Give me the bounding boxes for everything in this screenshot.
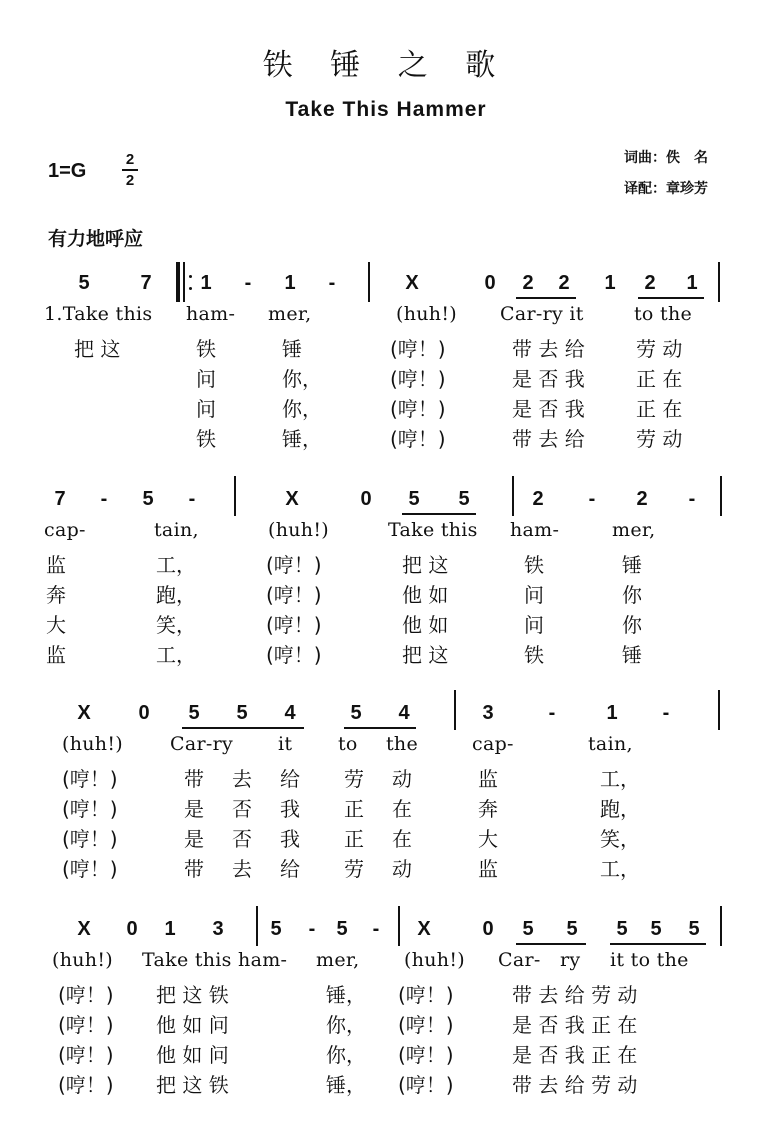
lyric: (哼！): [266, 583, 322, 607]
beam-underline: [638, 297, 704, 299]
note: 2: [644, 272, 656, 294]
note: 2: [636, 488, 648, 510]
lyric: mer,: [316, 949, 360, 971]
note: 2: [558, 272, 570, 294]
lyric: 去: [232, 767, 252, 791]
lyric: (huh!): [62, 733, 123, 755]
lyric: 监: [46, 643, 66, 667]
lyric: 把 这: [74, 337, 121, 361]
lyric: ry: [560, 949, 581, 971]
note: X: [77, 702, 91, 724]
lyric: 他 如: [402, 613, 449, 637]
lyric: (huh!): [396, 303, 457, 325]
lyric: 是 否 我 正 在: [512, 1043, 638, 1067]
lyric: 把 这 铁: [156, 1073, 229, 1097]
lyric: 工，: [600, 767, 640, 791]
lyric: 是 否 我: [512, 367, 585, 391]
note: 3: [482, 702, 494, 724]
lyric: (哼！): [266, 613, 322, 637]
lyric: to the: [634, 303, 693, 325]
lyric: (哼！): [390, 427, 446, 451]
time-signature-top: 2: [125, 151, 135, 168]
lyric: 带: [184, 767, 204, 791]
lyric: 正: [344, 827, 364, 851]
barline: [256, 906, 258, 946]
note: X: [405, 272, 419, 294]
lyric: 笑，: [600, 827, 640, 851]
note: 0: [126, 918, 138, 940]
lyric: (哼！): [58, 1043, 114, 1067]
note: 0: [360, 488, 372, 510]
note: -: [100, 488, 108, 510]
lyric: 铁: [524, 643, 544, 667]
note: 5: [522, 918, 534, 940]
note: 2: [532, 488, 544, 510]
lyric: 1.Take this: [44, 303, 153, 325]
lyric: (哼！): [58, 1013, 114, 1037]
lyric: to: [338, 733, 358, 755]
note: 1: [606, 702, 618, 724]
lyric: 工，: [156, 553, 196, 577]
lyric: 把 这: [402, 553, 449, 577]
lyric: 大: [478, 827, 498, 851]
lyric: 你，: [282, 397, 322, 421]
lyric: 劳: [344, 767, 364, 791]
lyric: 奔: [478, 797, 498, 821]
barline: [718, 262, 720, 302]
note: -: [308, 918, 316, 940]
note: 5: [650, 918, 662, 940]
lyric: 问: [524, 613, 544, 637]
note: 3: [212, 918, 224, 940]
lyric: cap-: [44, 519, 86, 541]
lyric: (哼！): [398, 1043, 454, 1067]
lyric: 带 去 给: [512, 337, 585, 361]
lyric: 你: [622, 613, 642, 637]
note: 5: [270, 918, 282, 940]
time-signature-bottom: 2: [125, 172, 135, 189]
lyric: 跑，: [156, 583, 196, 607]
lyric: 是: [184, 797, 204, 821]
note: 5: [78, 272, 90, 294]
note: 5: [336, 918, 348, 940]
barline: [720, 476, 722, 516]
lyric: Car-: [498, 949, 541, 971]
lyric: 工，: [156, 643, 196, 667]
lyric: (huh!): [404, 949, 465, 971]
lyric: 把 这 铁: [156, 983, 229, 1007]
lyric: 把 这: [402, 643, 449, 667]
lyric: 去: [232, 857, 252, 881]
lyric: 正: [344, 797, 364, 821]
barline: [368, 262, 370, 302]
note: 5: [350, 702, 362, 724]
lyric: 是: [184, 827, 204, 851]
lyric: 你，: [282, 367, 322, 391]
lyric: 锤，: [326, 983, 366, 1007]
lyric: tain,: [588, 733, 633, 755]
lyric: (哼！): [266, 553, 322, 577]
lyric: Take this: [388, 519, 478, 541]
lyric: (哼！): [62, 857, 118, 881]
note: 4: [398, 702, 410, 724]
lyric: 动: [392, 767, 412, 791]
lyric: 笑，: [156, 613, 196, 637]
lyric: (哼！): [390, 337, 446, 361]
note: -: [688, 488, 696, 510]
lyric: 给: [280, 767, 300, 791]
repeat-dot: [189, 275, 192, 278]
lyric: 在: [392, 797, 412, 821]
note: 2: [522, 272, 534, 294]
lyric: 正 在: [636, 397, 683, 421]
barline: [234, 476, 236, 516]
lyric: 你，: [326, 1013, 366, 1037]
lyric: (哼！): [58, 983, 114, 1007]
note: -: [244, 272, 252, 294]
note: 5: [142, 488, 154, 510]
note: 1: [164, 918, 176, 940]
lyric: 问: [524, 583, 544, 607]
barline: [454, 690, 456, 730]
lyric: cap-: [472, 733, 514, 755]
lyric: 带 去 给 劳 动: [512, 1073, 638, 1097]
lyric: ham-: [510, 519, 560, 541]
lyric: (哼！): [390, 367, 446, 391]
note: 0: [138, 702, 150, 724]
repeat-barline-thin: [183, 262, 185, 302]
lyric: 否: [232, 827, 252, 851]
lyric: 是 否 我 正 在: [512, 1013, 638, 1037]
lyric: 在: [392, 827, 412, 851]
lyric: 锤: [282, 337, 302, 361]
lyric: (哼！): [62, 797, 118, 821]
credit-lyrics-music: 词曲：佚 名: [624, 150, 708, 166]
lyric: (huh!): [52, 949, 113, 971]
credit-translation: 译配：章珍芳: [624, 181, 708, 197]
time-signature: [122, 152, 138, 188]
lyric: 锤，: [326, 1073, 366, 1097]
lyric: (哼！): [390, 397, 446, 421]
note: -: [328, 272, 336, 294]
note: 5: [616, 918, 628, 940]
note: 5: [188, 702, 200, 724]
beam-underline: [344, 727, 416, 729]
lyric: 锤: [622, 553, 642, 577]
lyric: 铁: [196, 427, 216, 451]
note: 5: [566, 918, 578, 940]
note: -: [372, 918, 380, 940]
tempo-marking: 有力地呼应: [48, 228, 144, 250]
lyric: 锤，: [282, 427, 322, 451]
note: -: [548, 702, 556, 724]
lyric: 劳 动: [636, 427, 683, 451]
lyric: 锤: [622, 643, 642, 667]
lyric: 正 在: [636, 367, 683, 391]
lyric: 带: [184, 857, 204, 881]
song-title: 铁 锤 之 歌: [262, 48, 510, 83]
lyric: it to the: [610, 949, 689, 971]
beam-underline: [610, 943, 706, 945]
lyric: mer,: [268, 303, 312, 325]
note: -: [188, 488, 196, 510]
beam-underline: [516, 943, 586, 945]
lyric: 劳 动: [636, 337, 683, 361]
lyric: 工，: [600, 857, 640, 881]
lyric: (哼！): [266, 643, 322, 667]
lyric: 带 去 给: [512, 427, 585, 451]
lyric: 你: [622, 583, 642, 607]
song-subtitle: Take This Hammer: [285, 98, 487, 121]
lyric: 你，: [326, 1043, 366, 1067]
key-signature: 1=G: [48, 160, 87, 182]
lyric: 他 如 问: [156, 1043, 229, 1067]
lyric: (哼！): [398, 1073, 454, 1097]
lyric: 铁: [524, 553, 544, 577]
lyric: it: [278, 733, 293, 755]
lyric: 劳: [344, 857, 364, 881]
beam-underline: [402, 513, 476, 515]
repeat-barline-thick: [176, 262, 180, 302]
barline: [720, 906, 722, 946]
lyric: 跑，: [600, 797, 640, 821]
lyric: 监: [478, 767, 498, 791]
lyric: (哼！): [398, 983, 454, 1007]
note: X: [77, 918, 91, 940]
lyric: Car-ry: [170, 733, 233, 755]
note: 7: [54, 488, 66, 510]
barline: [398, 906, 400, 946]
note: -: [588, 488, 596, 510]
lyric: ham-: [186, 303, 236, 325]
note: 1: [284, 272, 296, 294]
lyric: Car-ry it: [500, 303, 584, 325]
lyric: (huh!): [268, 519, 329, 541]
lyric: 带 去 给 劳 动: [512, 983, 638, 1007]
lyric: (哼！): [62, 827, 118, 851]
repeat-dot: [189, 287, 192, 290]
note: X: [285, 488, 299, 510]
note: 5: [236, 702, 248, 724]
lyric: 监: [478, 857, 498, 881]
note: -: [662, 702, 670, 724]
lyric: 给: [280, 857, 300, 881]
barline: [718, 690, 720, 730]
note: 5: [458, 488, 470, 510]
lyric: 我: [280, 797, 300, 821]
note: 5: [688, 918, 700, 940]
lyric: 动: [392, 857, 412, 881]
note: 1: [200, 272, 212, 294]
beam-underline: [182, 727, 304, 729]
note: 7: [140, 272, 152, 294]
lyric: 是 否 我: [512, 397, 585, 421]
lyric: (哼！): [58, 1073, 114, 1097]
lyric: tain,: [154, 519, 199, 541]
lyric: 铁: [196, 337, 216, 361]
note: 0: [484, 272, 496, 294]
lyric: the: [386, 733, 419, 755]
lyric: 监: [46, 553, 66, 577]
lyric: Take this ham-: [142, 949, 288, 971]
lyric: 问: [196, 367, 216, 391]
barline: [512, 476, 514, 516]
beam-underline: [516, 297, 576, 299]
lyric: (哼！): [398, 1013, 454, 1037]
note: 1: [686, 272, 698, 294]
lyric: 大: [46, 613, 66, 637]
note: 4: [284, 702, 296, 724]
lyric: 他 如 问: [156, 1013, 229, 1037]
lyric: 我: [280, 827, 300, 851]
lyric: 问: [196, 397, 216, 421]
note: 1: [604, 272, 616, 294]
note: X: [417, 918, 431, 940]
lyric: (哼！): [62, 767, 118, 791]
lyric: 奔: [46, 583, 66, 607]
lyric: 他 如: [402, 583, 449, 607]
note: 0: [482, 918, 494, 940]
note: 5: [408, 488, 420, 510]
lyric: mer,: [612, 519, 656, 541]
lyric: 否: [232, 797, 252, 821]
